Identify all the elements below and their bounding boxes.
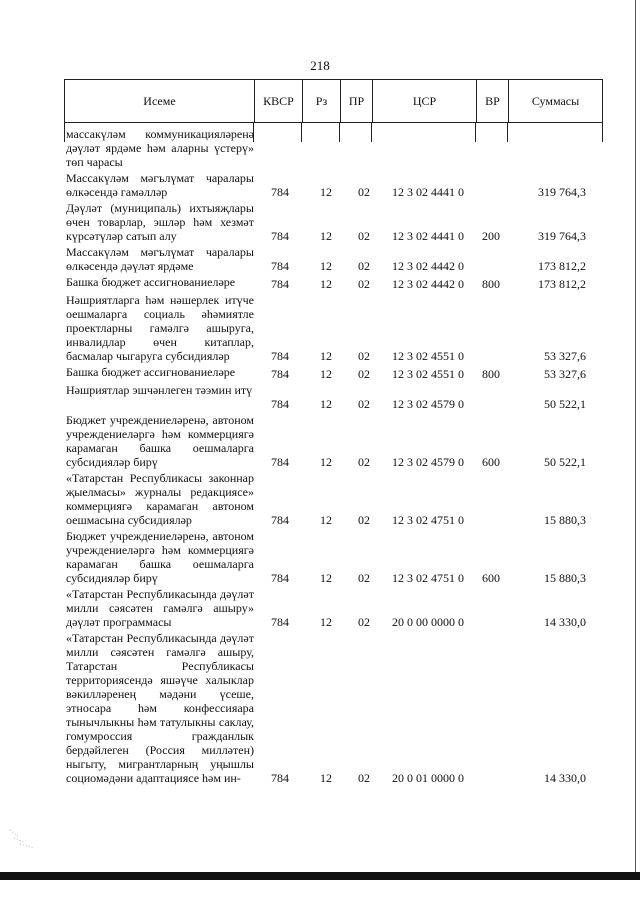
table-row (0, 631, 640, 785)
row-name: Массакүләм мәгълүмат чаралары өлкәсендә гамәлләр (66, 171, 254, 199)
row-vr: 600 (482, 571, 500, 585)
row-sum: 50 522,1 (544, 455, 586, 469)
row-kvsr: 784 (271, 455, 289, 469)
row-rz: 12 (320, 349, 332, 363)
row-csr: 12 3 02 4551 0 (392, 367, 464, 381)
row-pr: 02 (358, 259, 370, 273)
row-name: «Татарстан Республикасында дәүләт милли сәясәтен гамәлгә ашыру, Татарстан Республикасы территориясендә яшәүче халыклар вәкилләренең мәдәни үсеше, этносара һәм конфессияара тынычлыкны һәм татулыкны саклау, гомумроссия гражданлык бердәйлеген (Россия милләтен) ныгыту, мигрантларның уңышлы социомәдәни адаптациясе һәм ин- (66, 631, 254, 785)
table-row (0, 529, 640, 585)
row-kvsr: 784 (271, 571, 289, 585)
page-number: 218 (310, 58, 330, 73)
header-sum: Суммасы (508, 80, 602, 122)
row-name: Бюджет учреждениеләренә, автоном учреждениеләргә һәм коммерциягә карамаган башка оешмаларга субсидияләр бирү (66, 413, 254, 469)
row-kvsr: 784 (271, 615, 289, 629)
header-pr: ПР (340, 80, 372, 122)
row-vr: 800 (482, 367, 500, 381)
table-header (64, 79, 603, 123)
row-kvsr: 784 (271, 367, 289, 381)
table-row (0, 471, 640, 527)
row-kvsr: 784 (271, 277, 289, 291)
row-pr: 02 (358, 397, 370, 411)
row-rz: 12 (320, 615, 332, 629)
header-csr: ЦСР (372, 80, 476, 122)
table-row (0, 365, 640, 381)
table-row (0, 127, 640, 169)
row-pr: 02 (358, 455, 370, 469)
row-csr: 12 3 02 4579 0 (392, 397, 464, 411)
row-name: Нәшриятлар эшчәнлеген тәэмин итү (66, 383, 253, 397)
row-sum: 50 522,1 (544, 397, 586, 411)
page-edge-line (635, 0, 636, 872)
row-kvsr: 784 (271, 259, 289, 273)
row-pr: 02 (358, 513, 370, 527)
row-kvsr: 784 (271, 185, 289, 199)
row-name: «Татарстан Республикасы законнар җыелмасы» журналы редакциясе» коммерциягә карамаган автоном оешмасына субсидияләр (66, 471, 254, 527)
row-rz: 12 (320, 185, 332, 199)
row-name: «Татарстан Республикасында дәүләт милли сәясәтен гамәлгә ашыру» дәүләт программасы (66, 587, 254, 629)
row-kvsr: 784 (271, 771, 289, 785)
row-name: Бюджет учреждениеләренә, автоном учреждениеләргә һәм коммерциягә карамаган башка оешмаларга субсидияләр бирү (66, 529, 254, 585)
row-vr: 600 (482, 455, 500, 469)
row-sum: 53 327,6 (544, 367, 586, 381)
row-rz: 12 (320, 455, 332, 469)
header-rz: Рз (302, 80, 340, 122)
header-name: Исеме (143, 94, 176, 108)
row-csr: 20 0 01 0000 0 (392, 771, 464, 785)
row-csr: 12 3 02 4751 0 (392, 571, 464, 585)
table-row (0, 383, 640, 411)
row-rz: 12 (320, 771, 332, 785)
footer-bar (0, 872, 640, 880)
row-name: Башка бюджет ассигнованиеләре (66, 275, 236, 289)
row-csr: 12 3 02 4579 0 (392, 455, 464, 469)
row-pr: 02 (358, 615, 370, 629)
row-rz: 12 (320, 397, 332, 411)
row-kvsr: 784 (271, 349, 289, 363)
row-kvsr: 784 (271, 229, 289, 243)
row-kvsr: 784 (271, 513, 289, 527)
table-row (0, 201, 640, 243)
row-pr: 02 (358, 367, 370, 381)
row-pr: 02 (358, 185, 370, 199)
row-kvsr: 784 (271, 397, 289, 411)
row-csr: 20 0 00 0000 0 (392, 615, 464, 629)
table-row (0, 413, 640, 469)
row-name: Нәшриятларга һәм нәшерлек итүче оешмаларга социаль әһәмиятле проектларны гамәлгә ашыруга, инвалидлар өчен китаплар, басмалар чыгаруга субсидияләр (66, 293, 254, 363)
row-name: Массакүләм мәгълүмат чаралары өлкәсендә дәүләт ярдәме (66, 245, 254, 273)
row-pr: 02 (358, 229, 370, 243)
row-name: Дәүләт (муниципаль) ихтыяҗлары өчен товарлар, эшләр һәм хезмәт күрсәтүләр сатып алу (66, 201, 254, 243)
row-csr: 12 3 02 4441 0 (392, 229, 464, 243)
row-sum: 173 812,2 (538, 259, 586, 273)
row-rz: 12 (320, 571, 332, 585)
row-csr: 12 3 02 4441 0 (392, 185, 464, 199)
row-vr: 800 (482, 277, 500, 291)
row-sum: 15 880,3 (544, 513, 586, 527)
table-row (0, 293, 640, 363)
table-row (0, 171, 640, 199)
row-pr: 02 (358, 277, 370, 291)
table-row (0, 275, 640, 291)
row-sum: 173 812,2 (538, 277, 586, 291)
row-csr: 12 3 02 4551 0 (392, 349, 464, 363)
header-vr: ВР (476, 80, 508, 122)
row-rz: 12 (320, 277, 332, 291)
row-rz: 12 (320, 513, 332, 527)
row-name: массакүләм коммуникацияләренә дәүләт ярдәме һәм аларны үстерү» төп чарасы (66, 127, 254, 169)
row-pr: 02 (358, 771, 370, 785)
row-rz: 12 (320, 367, 332, 381)
row-csr: 12 3 02 4442 0 (392, 259, 464, 273)
row-csr: 12 3 02 4442 0 (392, 277, 464, 291)
row-rz: 12 (320, 259, 332, 273)
table-row (0, 245, 640, 273)
row-pr: 02 (358, 349, 370, 363)
row-rz: 12 (320, 229, 332, 243)
row-sum: 319 764,3 (538, 229, 586, 243)
row-sum: 53 327,6 (544, 349, 586, 363)
row-pr: 02 (358, 571, 370, 585)
row-sum: 15 880,3 (544, 571, 586, 585)
row-name: Башка бюджет ассигнованиеләре (66, 365, 236, 379)
table-row (0, 587, 640, 629)
row-csr: 12 3 02 4751 0 (392, 513, 464, 527)
header-kvsr: КВСР (254, 80, 302, 122)
scan-artifact (8, 828, 38, 850)
row-vr: 200 (482, 229, 500, 243)
row-sum: 14 330,0 (544, 615, 586, 629)
row-sum: 14 330,0 (544, 771, 586, 785)
row-sum: 319 764,3 (538, 185, 586, 199)
